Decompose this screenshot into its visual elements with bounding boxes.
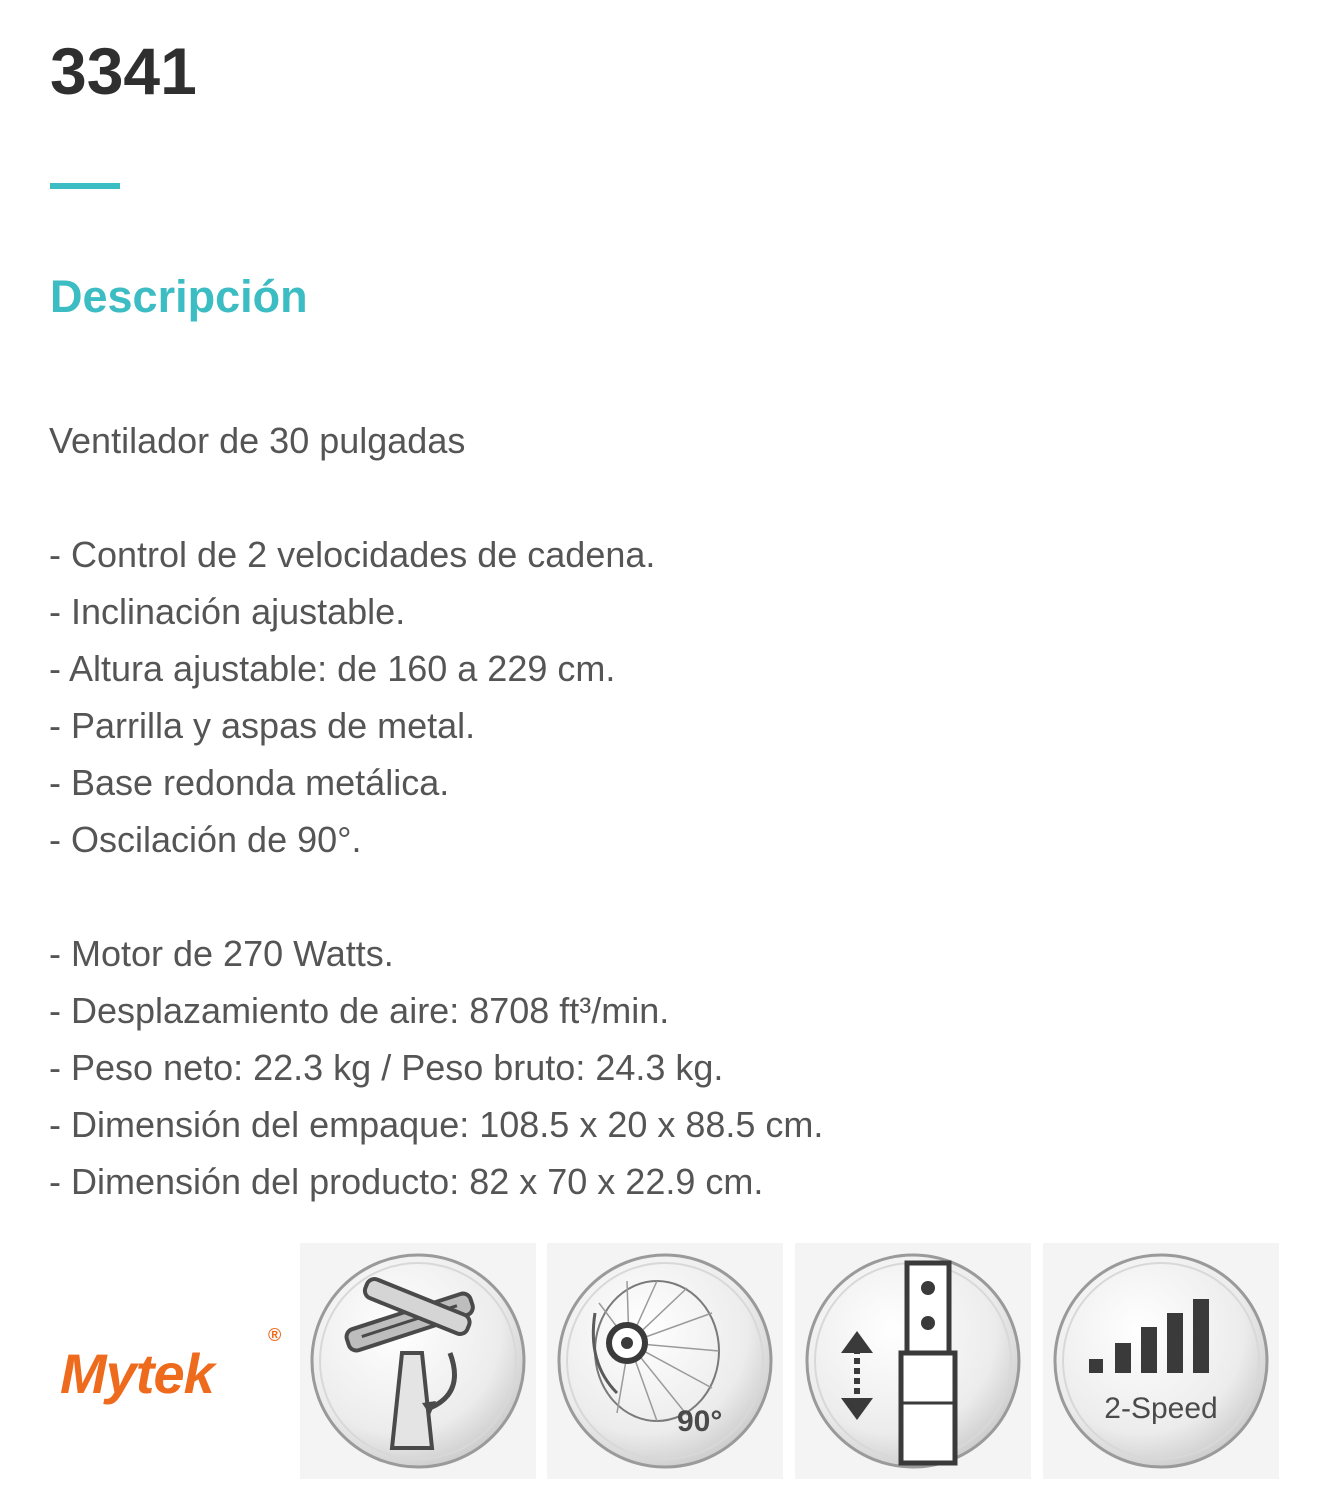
feature-line: - Inclinación ajustable. [49,591,406,632]
oscillation-icon [547,1243,783,1479]
description-heading: Descripción [50,271,308,322]
brand-logo [40,1303,290,1423]
description-intro: Ventilador de 30 pulgadas [49,420,466,461]
feature-line: - Oscilación de 90°. [49,819,362,860]
spec-line: - Dimensión del empaque: 108.5 x 20 x 88.5 cm. [49,1104,824,1145]
description-body [49,412,1289,1210]
spec-line: - Desplazamiento de aire: 8708 ft³/min. [49,990,670,1031]
speed-caption: 2-Speed [1104,1392,1218,1425]
accent-divider [50,183,120,189]
feature-line: - Base redonda metálica. [49,762,450,803]
spec-line: - Peso neto: 22.3 kg / Peso bruto: 24.3 kg. [49,1047,724,1088]
height-adjust-icon [795,1243,1031,1479]
feature-line: - Altura ajustable: de 160 a 229 cm. [49,648,616,689]
paragraph-gap [49,469,1289,526]
feature-icon-strip [40,1243,1280,1483]
oscillation-caption: 90° [677,1405,723,1438]
tilt-icon [300,1243,536,1479]
speed-levels-icon [1043,1243,1279,1479]
feature-line: - Parrilla y aspas de metal. [49,705,476,746]
spec-line: - Dimensión del producto: 82 x 70 x 22.9 cm. [49,1161,764,1202]
brand-name: Mytek [60,1342,214,1405]
paragraph-gap [49,868,1289,925]
registered-mark: ® [268,1325,282,1345]
product-code: 3341 [50,34,197,108]
spec-line: - Motor de 270 Watts. [49,933,394,974]
feature-line: - Control de 2 velocidades de cadena. [49,534,656,575]
